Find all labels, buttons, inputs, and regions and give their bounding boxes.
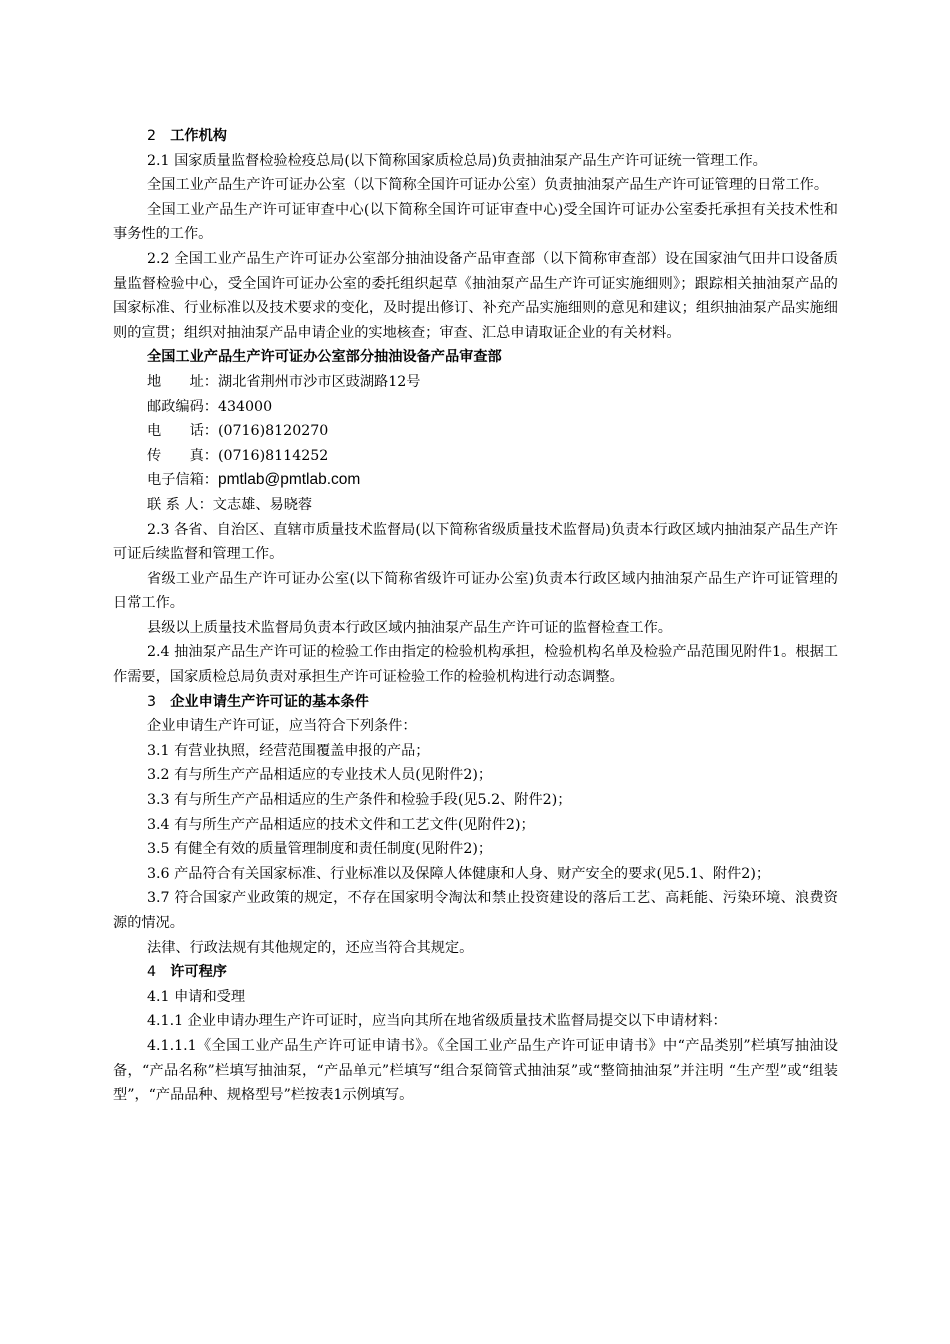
section-3-closing: 法律、行政法规有其他规定的，还应当符合其规定。 <box>147 939 474 956</box>
paragraph-4-1-1: 4.1.1 企业申请办理生产许可证时，应当向其所在地省级质量技术监督局提交以下申请材料： <box>147 1013 727 1030</box>
paragraph-2-1: 2.1 国家质量监督检验检疫总局(以下简称国家质检总局)负责抽油泵产品生产许可证统一管理工作。 <box>147 152 767 169</box>
condition-item: 3.6 产品符合有关国家标准、行业标准以及保障人体健康和人身、财产安全的要求(见5.1、附件2)； <box>147 865 771 882</box>
section-3-number: 3 <box>147 693 157 710</box>
paragraph-2-3-c: 县级以上质量技术监督局负责本行政区域内抽油泵产品生产许可证的监督检查工作。 <box>147 619 672 636</box>
org-address: 地 址：湖北省荆州市沙市区豉湖路12号 <box>147 373 421 390</box>
paragraph-4-1: 4.1 申请和受理 <box>147 988 246 1005</box>
paragraph-2-3: 2.3 各省、自治区、直辖市质量技术监督局(以下简称省级质量技术监督局)负责本行政区域内抽油泵产品生产许可证后续监督和管理工作。 <box>113 521 838 563</box>
condition-item: 3.3 有与所生产产品相适应的生产条件和检验手段(见5.2、附件2)； <box>147 792 572 809</box>
condition-item: 3.7 符合国家产业政策的规定，不存在国家明令淘汰和禁止投资建设的落后工艺、高耗能、污染环境、浪费资源的情况。 <box>113 890 838 931</box>
org-contact: 联 系 人：文志雄、易晓蓉 <box>147 496 313 513</box>
paragraph-2-2: 2.2 全国工业产品生产许可证办公室部分抽油设备产品审查部（以下简称审查部）设在国家油气田井口设备质量监督检验中心，受全国许可证办公室的委托组织起草《抽油泵产品生产许可证实施细则》；跟踪相关抽油泵产品的国家标准、行业标准以及技术要求的变化，及时提出修订、补充产品实施细则的意见和建议；组织抽油泵产品实施细则的宣贯；组织对抽油泵产品申请企业的实地核查；审查、汇总申请取证企业的有关材料。 <box>113 250 838 341</box>
condition-item: 3.2 有与所生产产品相适应的专业技术人员(见附件2)； <box>147 767 493 784</box>
section-3-title: 企业申请生产许可证的基本条件 <box>170 693 369 710</box>
section-4-number: 4 <box>147 964 157 981</box>
email-address: pmtlab@pmtlab.com <box>217 471 361 489</box>
paragraph-2-1-c: 全国工业产品生产许可证审查中心(以下简称全国许可证审查中心)受全国许可证办公室委托承担有关技术性和事务性的工作。 <box>113 201 838 243</box>
paragraph-2-1-b: 全国工业产品生产许可证办公室（以下简称全国许可证办公室）负责抽油泵产品生产许可证管理的日常工作。 <box>147 177 829 194</box>
paragraph-2-3-b: 省级工业产品生产许可证办公室(以下简称省级许可证办公室)负责本行政区域内抽油泵产品生产许可证管理的日常工作。 <box>113 570 838 612</box>
section-3-heading <box>113 690 838 715</box>
document-page <box>113 124 838 1108</box>
section-2-title: 工作机构 <box>170 128 227 144</box>
org-postcode: 邮政编码：434000 <box>147 398 273 415</box>
org-fax: 传 真：(0716)8114252 <box>147 447 329 464</box>
email-label: 电子信箱： <box>147 472 218 489</box>
section-2-number: 2 <box>147 128 157 144</box>
condition-item: 3.1 有营业执照，经营范围覆盖申报的产品； <box>147 742 430 759</box>
org-email <box>113 468 838 493</box>
section-2-heading <box>113 124 838 149</box>
paragraph-2-4: 2.4 抽油泵产品生产许可证的检验工作由指定的检验机构承担，检验机构名单及检验产品范围见附件1。根据工作需要，国家质检总局负责对承担生产许可证检验工作的检验机构进行动态调整。 <box>113 644 838 686</box>
condition-item: 3.5 有健全有效的质量管理制度和责任制度(见附件2)； <box>147 841 493 858</box>
section-4-title: 许可程序 <box>170 964 227 981</box>
paragraph-4-1-1-1: 4.1.1.1《全国工业产品生产许可证申请书》。《全国工业产品生产许可证申请书》中“产品类别”栏填写抽油设备，“产品名称”栏填写抽油泵，“产品单元”栏填写“组合泵筒管式抽油泵”或“整筒抽油泵”并注明 “生产型”或“组装型”，“产品品种、规格型号”栏按表1示例填写。 <box>113 1037 838 1104</box>
org-phone: 电 话：(0716)8120270 <box>147 423 329 440</box>
condition-item: 3.4 有与所生产产品相适应的技术文件和工艺文件(见附件2)； <box>147 816 535 833</box>
section-3-intro: 企业申请生产许可证，应当符合下列条件： <box>147 718 417 735</box>
section-4-heading <box>113 960 838 985</box>
org-name: 全国工业产品生产许可证办公室部分抽油设备产品审查部 <box>147 349 502 366</box>
